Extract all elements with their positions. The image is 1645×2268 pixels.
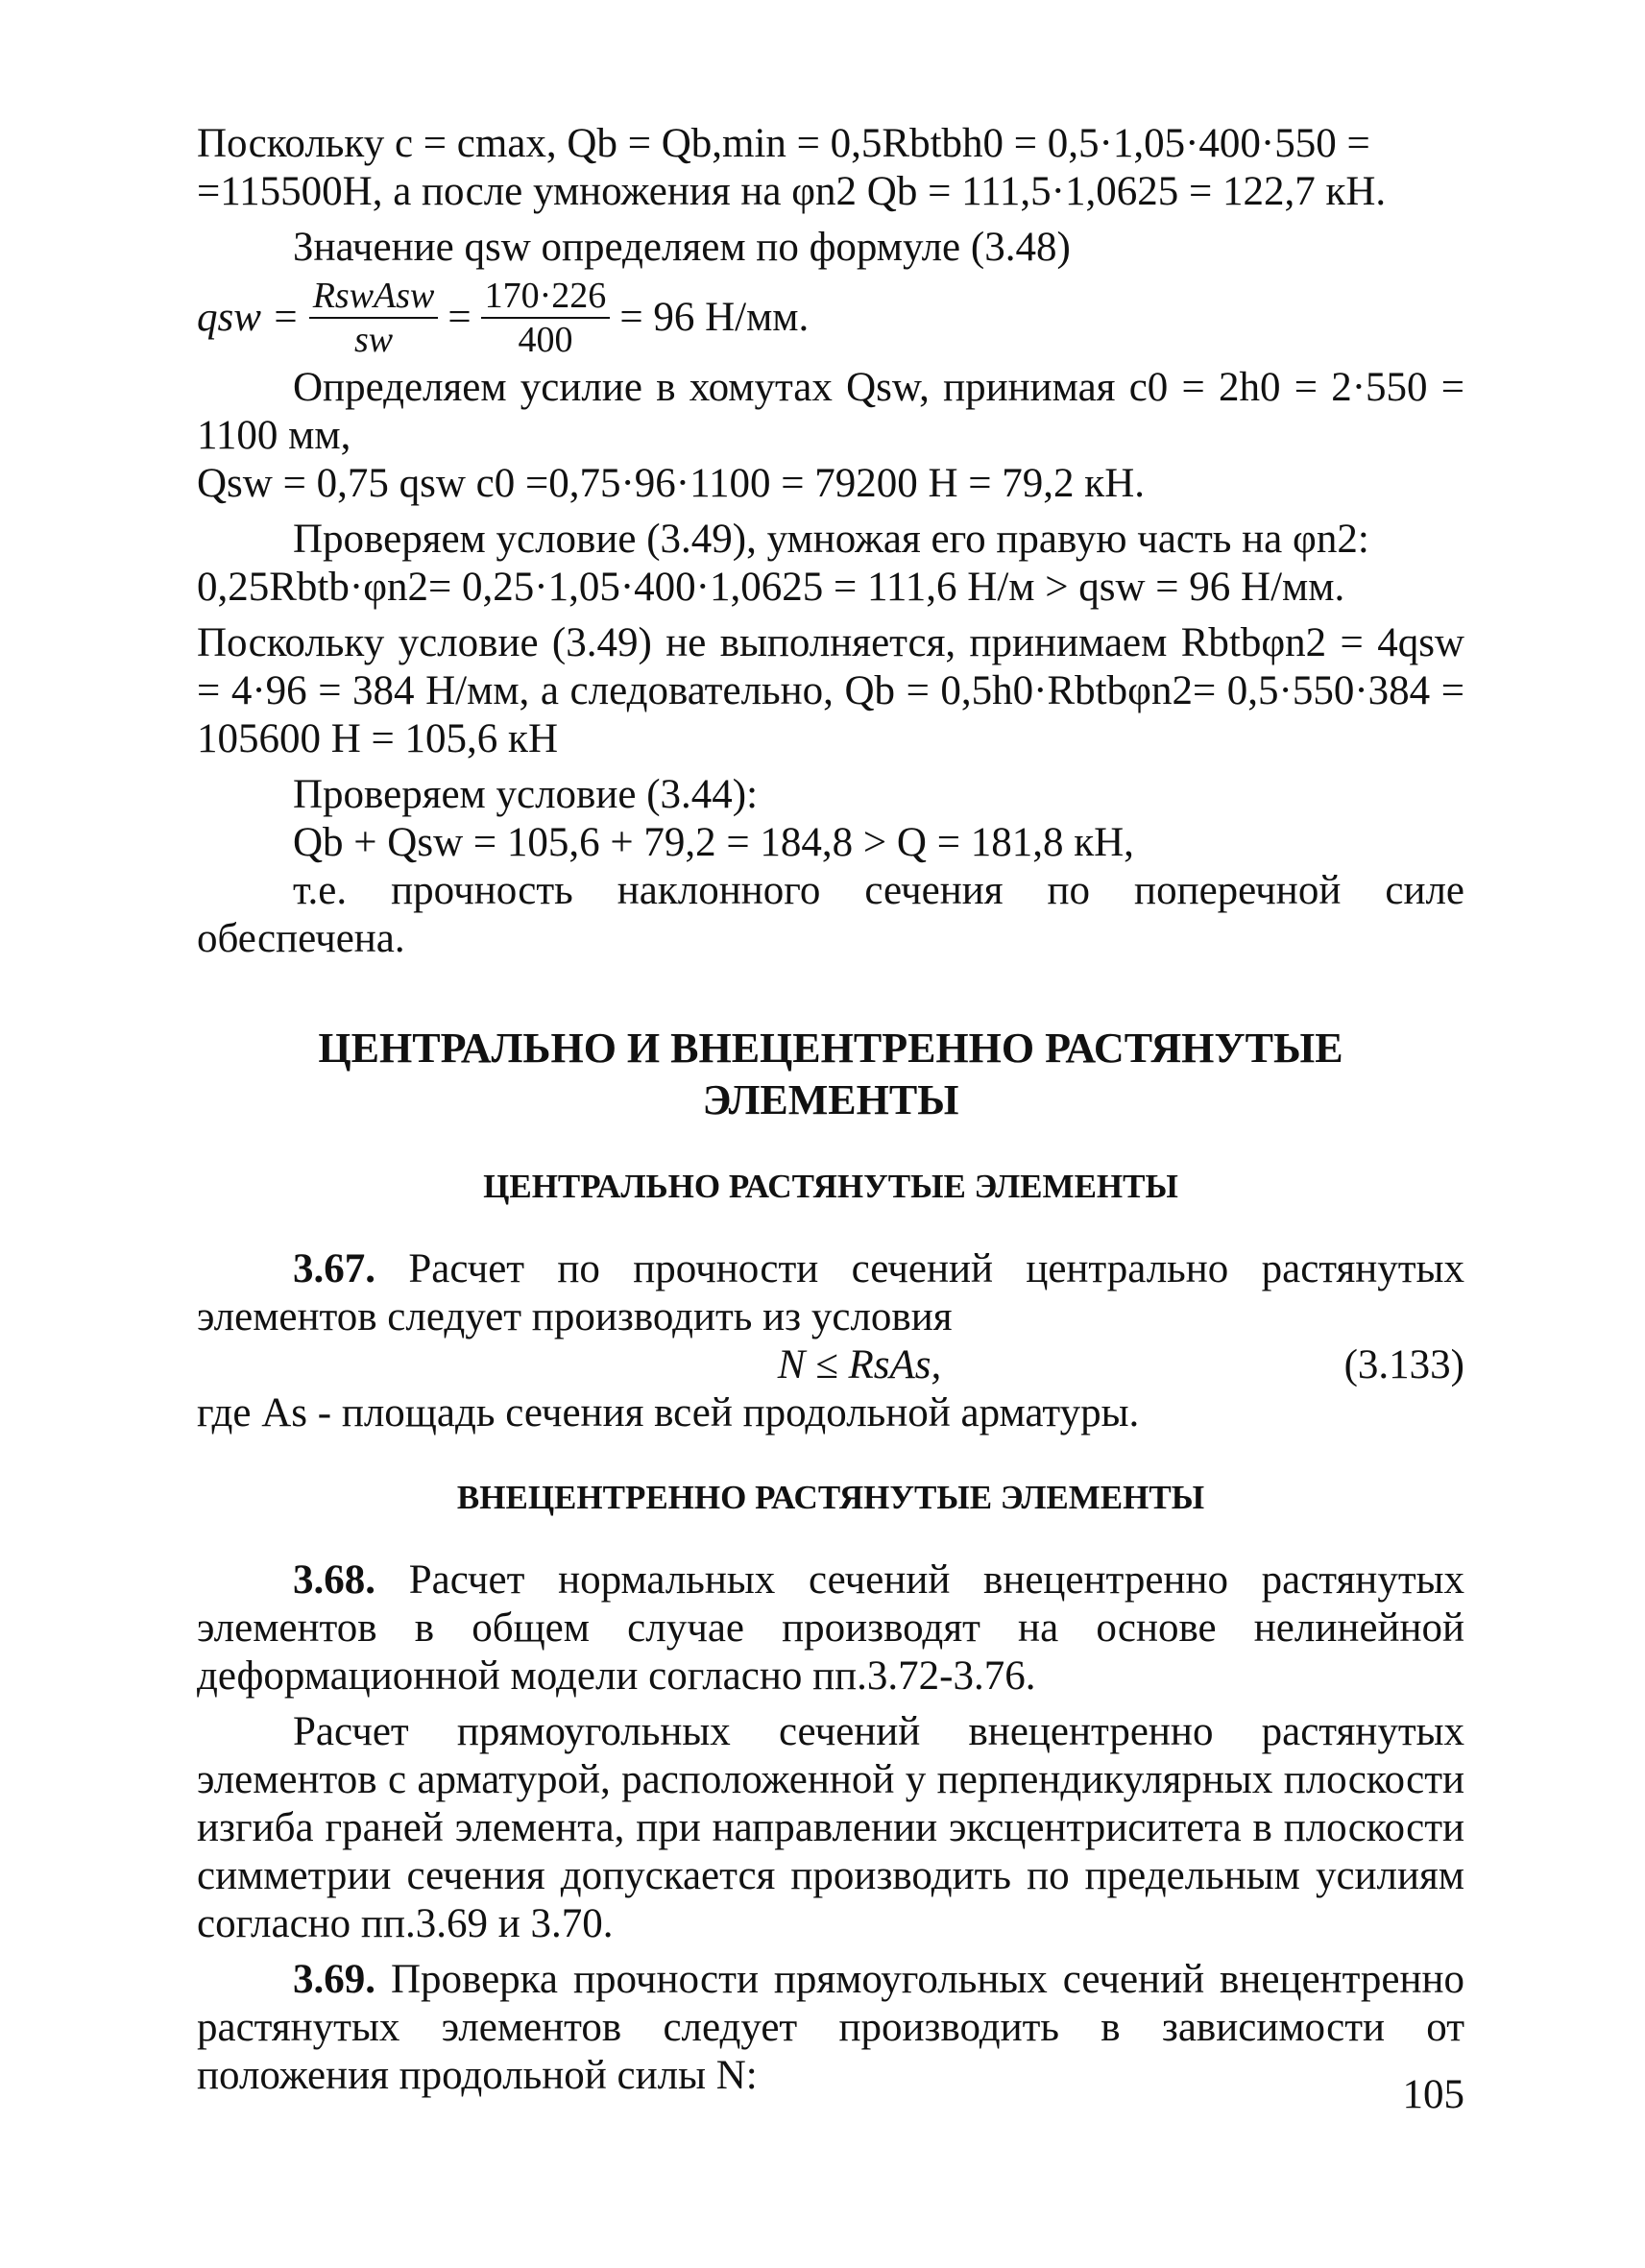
item-text: Проверка прочности прямоугольных сечений внецентренно растянутых элементов следует производить в зависимости от положения продольной силы N: — [197, 1957, 1464, 2098]
paragraph-p3: Определяем усилие в хомутах Qsw, принимая c0 = 2h0 = 2·550 = 1100 мм, — [197, 365, 1464, 458]
subsection-heading-eccentric: ВНЕЦЕНТРЕННО РАСТЯНУТЫЕ ЭЛЕМЕНТЫ — [456, 1479, 1205, 1516]
item-label: 3.69. — [293, 1957, 375, 2002]
paragraph-p1-line1: Поскольку c = cmax, Qb = Qb,min = 0,5Rbtbh0 = 0,5·1,05·400·550 = — [197, 121, 1370, 166]
formula-qsw-left: qsw = — [197, 295, 300, 340]
item-text: Расчет по прочности сечений центрально растянутых элементов следует производить из условия — [197, 1246, 1464, 1339]
equation-formula: N ≤ RsAs, — [777, 1342, 942, 1387]
paragraph-p9: Qb + Qsw = 105,6 + 79,2 = 184,8 > Q = 181,8 кН, — [293, 820, 1134, 865]
fraction-symbolic — [309, 275, 439, 361]
item-label: 3.67. — [293, 1246, 375, 1291]
fraction-denominator: 400 — [518, 320, 573, 360]
equation-3-133 — [197, 1341, 1464, 1389]
fraction-numeric — [481, 275, 611, 361]
formula-result: = 96 Н/мм. — [619, 295, 810, 340]
paragraph-p1-line2: =115500Н, а после умножения на φn2 Qb = 111,5·1,0625 = 122,7 кН. — [197, 169, 1387, 214]
equation-number: (3.133) — [1343, 1342, 1464, 1387]
formula-equals: = — [448, 295, 472, 340]
item-3-67-where: где As - площадь сечения всей продольной арматуры. — [197, 1390, 1140, 1436]
formula-qsw — [197, 272, 1464, 364]
paragraph-p5: Проверяем условие (3.49), умножая его правую часть на φn2: — [293, 517, 1369, 562]
paragraph-p4: Qsw = 0,75 qsw c0 =0,75·96·1100 = 79200 Н = 79,2 кН. — [197, 461, 1146, 506]
item-label: 3.68. — [293, 1557, 375, 1603]
page-number: 105 — [1402, 2072, 1464, 2117]
subsection-heading-central: ЦЕНТРАЛЬНО РАСТЯНУТЫЕ ЭЛЕМЕНТЫ — [483, 1168, 1178, 1205]
paragraph-p10: т.е. прочность наклонного сечения по поперечной силе обеспечена. — [197, 868, 1464, 961]
paragraph-p6: 0,25Rbtb·φn2= 0,25·1,05·400·1,0625 = 111,6 Н/м > qsw = 96 Н/мм. — [197, 565, 1345, 610]
item-3-69 — [197, 1956, 1464, 2100]
item-3-68 — [197, 1556, 1464, 1701]
page-content — [197, 120, 1464, 2100]
paragraph-p8: Проверяем условие (3.44): — [293, 772, 759, 817]
paragraph-p2: Значение qsw определяем по формуле (3.48) — [293, 225, 1071, 270]
fraction-numerator: 170·226 — [481, 275, 611, 319]
paragraph-p7: Поскольку условие (3.49) не выполняется, принимаем Rbtbφn2 = 4qsw = 4·96 = 384 Н/мм, а следовательно, Qb = 0,5h0·Rbtbφn2= 0,5·550·384 = 105600 Н = 105,6 кН — [197, 620, 1464, 761]
item-text: Расчет нормальных сечений внецентренно растянутых элементов в общем случае производят на основе нелинейной деформационной модели согласно пп.3.72-3.76. — [197, 1557, 1465, 1699]
item-3-68-text2: Расчет прямоугольных сечений внецентренно растянутых элементов с арматурой, расположенной у перпендикулярных плоскости изгиба граней элемента, при направлении эксцентриситета в плоскости симметрии сечения допускается производить по предельным усилиям согласно пп.3.69 и 3.70. — [197, 1709, 1464, 1946]
fraction-numerator: RswAsw — [309, 275, 439, 319]
item-3-67 — [197, 1245, 1464, 1341]
fraction-denominator: sw — [353, 320, 394, 360]
section-heading-main: ЦЕНТРАЛЬНО И ВНЕЦЕНТРЕННО РАСТЯНУТЫЕ ЭЛЕМЕНТЫ — [318, 1025, 1343, 1123]
